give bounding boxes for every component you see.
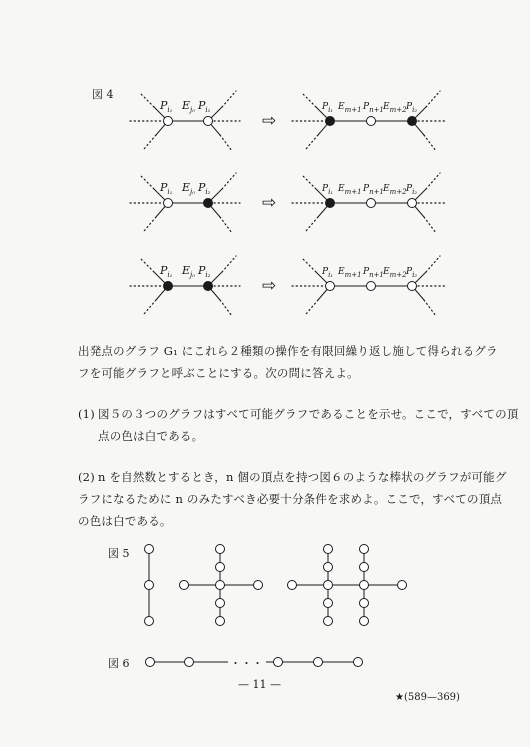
fig4-vertex xyxy=(367,117,376,126)
figure4-diagram xyxy=(0,0,530,330)
fig4-branch-dots xyxy=(144,300,156,314)
fig6-vertex xyxy=(354,658,363,667)
fig6-vertex xyxy=(274,658,283,667)
fig4-arrow: ⇨ xyxy=(262,111,277,131)
fig5-vertex xyxy=(216,545,225,554)
fig4-label-pn: $P_{n+1}$ xyxy=(363,102,384,114)
fig4-vertex xyxy=(367,282,376,291)
fig5-vertex xyxy=(145,545,154,554)
fig5-vertex xyxy=(324,599,333,608)
fig4-branch-dots xyxy=(302,93,316,107)
fig4-arrow: ⇨ xyxy=(262,276,277,296)
fig4-branch-dots xyxy=(220,300,232,316)
fig4-branch-dots xyxy=(144,135,156,149)
fig4-label-e2: $E_{m+2}$ xyxy=(383,267,407,279)
fig4-vertex xyxy=(408,117,417,126)
figure4-label: 図 4 xyxy=(92,88,114,101)
fig4-vertex xyxy=(408,282,417,291)
fig5-vertex xyxy=(216,599,225,608)
fig4-branch-dots xyxy=(306,300,318,314)
fig4-branch-dots xyxy=(222,91,236,107)
fig5-vertex xyxy=(324,617,333,626)
fig4-branch-dots xyxy=(426,91,440,107)
fig4-branch-dots xyxy=(302,258,316,272)
fig4-label-p1: $P_{i_1}$ xyxy=(322,267,334,279)
fig4-label-e2: $E_{m+2}$ xyxy=(383,102,407,114)
fig5-vertex xyxy=(216,617,225,626)
fig5-vertex xyxy=(145,581,154,590)
q2-line-2: ラフになるために n のみたすべき必要十分条件を求めよ。ここで，すべての頂点 xyxy=(78,492,503,506)
fig4-vertex xyxy=(326,117,335,126)
fig5-vertex xyxy=(360,563,369,572)
fig4-label-e: $E_{j_0}$ xyxy=(182,181,196,196)
intro-line-2: フを可能グラフと呼ぶことにする。次の問に答えよ。 xyxy=(78,366,359,380)
fig4-label-p1: $P_{i_1}$ xyxy=(322,184,334,196)
figure6-label: 図 6 xyxy=(108,657,130,670)
fig4-branch-dots xyxy=(222,256,236,272)
fig4-label-p1: $P_{i_1}$ xyxy=(160,181,173,196)
fig4-label-p2: $P_{i_2}$ xyxy=(406,267,418,279)
fig4-branch-dots xyxy=(424,217,436,233)
fig4-vertex xyxy=(164,282,173,291)
fig4-vertex xyxy=(204,199,213,208)
fig5-vertex xyxy=(216,581,225,590)
fig4-vertex xyxy=(367,199,376,208)
fig5-vertex xyxy=(360,581,369,590)
figure5-label: 図 5 xyxy=(108,547,130,560)
fig5-vertex xyxy=(254,581,263,590)
fig4-branch-dots xyxy=(140,258,154,272)
exam-code: ★(589—369) xyxy=(395,692,460,703)
fig5-vertex xyxy=(398,581,407,590)
fig4-label-p2: $P_{i_2}$ xyxy=(198,99,211,114)
fig4-vertex xyxy=(204,117,213,126)
fig5-vertex xyxy=(180,581,189,590)
fig4-branch-dots xyxy=(302,175,316,189)
fig4-label-pn: $P_{n+1}$ xyxy=(363,184,384,196)
figure6-diagram xyxy=(0,650,530,674)
fig4-vertex xyxy=(326,282,335,291)
fig4-branch-dots xyxy=(220,217,232,233)
q2-number: (2) xyxy=(78,470,95,484)
fig4-branch-dots xyxy=(424,135,436,151)
fig5-vertex xyxy=(288,581,297,590)
fig4-vertex xyxy=(204,282,213,291)
fig4-branch-dots xyxy=(306,217,318,231)
fig4-branch-dots xyxy=(140,175,154,189)
q1-line-1: 図５の３つのグラフはすべて可能グラフであることを示せ。ここで，すべての頂 xyxy=(98,407,519,421)
fig4-branch-dots xyxy=(140,93,154,107)
fig5-vertex xyxy=(360,599,369,608)
fig5-vertex xyxy=(216,563,225,572)
figure5-diagram xyxy=(0,535,530,635)
fig4-label-e: $E_{j_0}$ xyxy=(182,99,196,114)
fig5-vertex xyxy=(360,545,369,554)
fig6-ellipsis: ・・・ xyxy=(230,657,263,670)
fig4-branch-dots xyxy=(220,135,232,151)
fig4-label-p2: $P_{i_2}$ xyxy=(198,181,211,196)
fig4-vertex xyxy=(326,199,335,208)
fig4-label-p2: $P_{i_2}$ xyxy=(406,102,418,114)
page-number: — 11 — xyxy=(238,678,281,691)
fig6-vertex xyxy=(314,658,323,667)
fig6-vertex xyxy=(185,658,194,667)
fig4-label-e1: $E_{m+1}$ xyxy=(338,184,362,196)
fig4-branch-dots xyxy=(306,135,318,149)
fig5-vertex xyxy=(324,581,333,590)
fig4-label-e1: $E_{m+1}$ xyxy=(338,267,362,279)
fig4-branch-dots xyxy=(426,173,440,189)
intro-line-1: 出発点のグラフ G₁ にこれら２種類の操作を有限回繰り返し施して得られるグラ xyxy=(78,344,498,358)
q2-line-1: n を自然数とするとき，n 個の頂点を持つ図６のような棒状のグラフが可能グ xyxy=(98,470,507,484)
fig4-branch-dots xyxy=(424,300,436,316)
q1-number: (1) xyxy=(78,407,95,421)
fig4-vertex xyxy=(164,199,173,208)
fig4-branch-dots xyxy=(222,173,236,189)
fig4-branch-dots xyxy=(426,256,440,272)
fig4-label-p1: $P_{i_1}$ xyxy=(160,99,173,114)
fig5-vertex xyxy=(145,617,154,626)
fig4-branch-dots xyxy=(144,217,156,231)
fig4-label-p1: $P_{i_1}$ xyxy=(322,102,334,114)
fig4-label-p2: $P_{i_2}$ xyxy=(198,264,211,279)
fig4-label-e2: $E_{m+2}$ xyxy=(383,184,407,196)
fig4-arrow: ⇨ xyxy=(262,193,277,213)
fig5-vertex xyxy=(324,563,333,572)
fig5-vertex xyxy=(324,545,333,554)
fig4-vertex xyxy=(164,117,173,126)
q2-line-3: の色は白である。 xyxy=(78,514,172,528)
fig4-label-p1: $P_{i_1}$ xyxy=(160,264,173,279)
fig4-label-p2: $P_{i_2}$ xyxy=(406,184,418,196)
q1-line-2: 点の色は白である。 xyxy=(98,429,204,443)
fig4-label-pn: $P_{n+1}$ xyxy=(363,267,384,279)
fig4-vertex xyxy=(408,199,417,208)
fig4-label-e1: $E_{m+1}$ xyxy=(338,102,362,114)
fig5-vertex xyxy=(360,617,369,626)
fig4-label-e: $E_{j_0}$ xyxy=(182,264,196,279)
fig6-vertex xyxy=(146,658,155,667)
